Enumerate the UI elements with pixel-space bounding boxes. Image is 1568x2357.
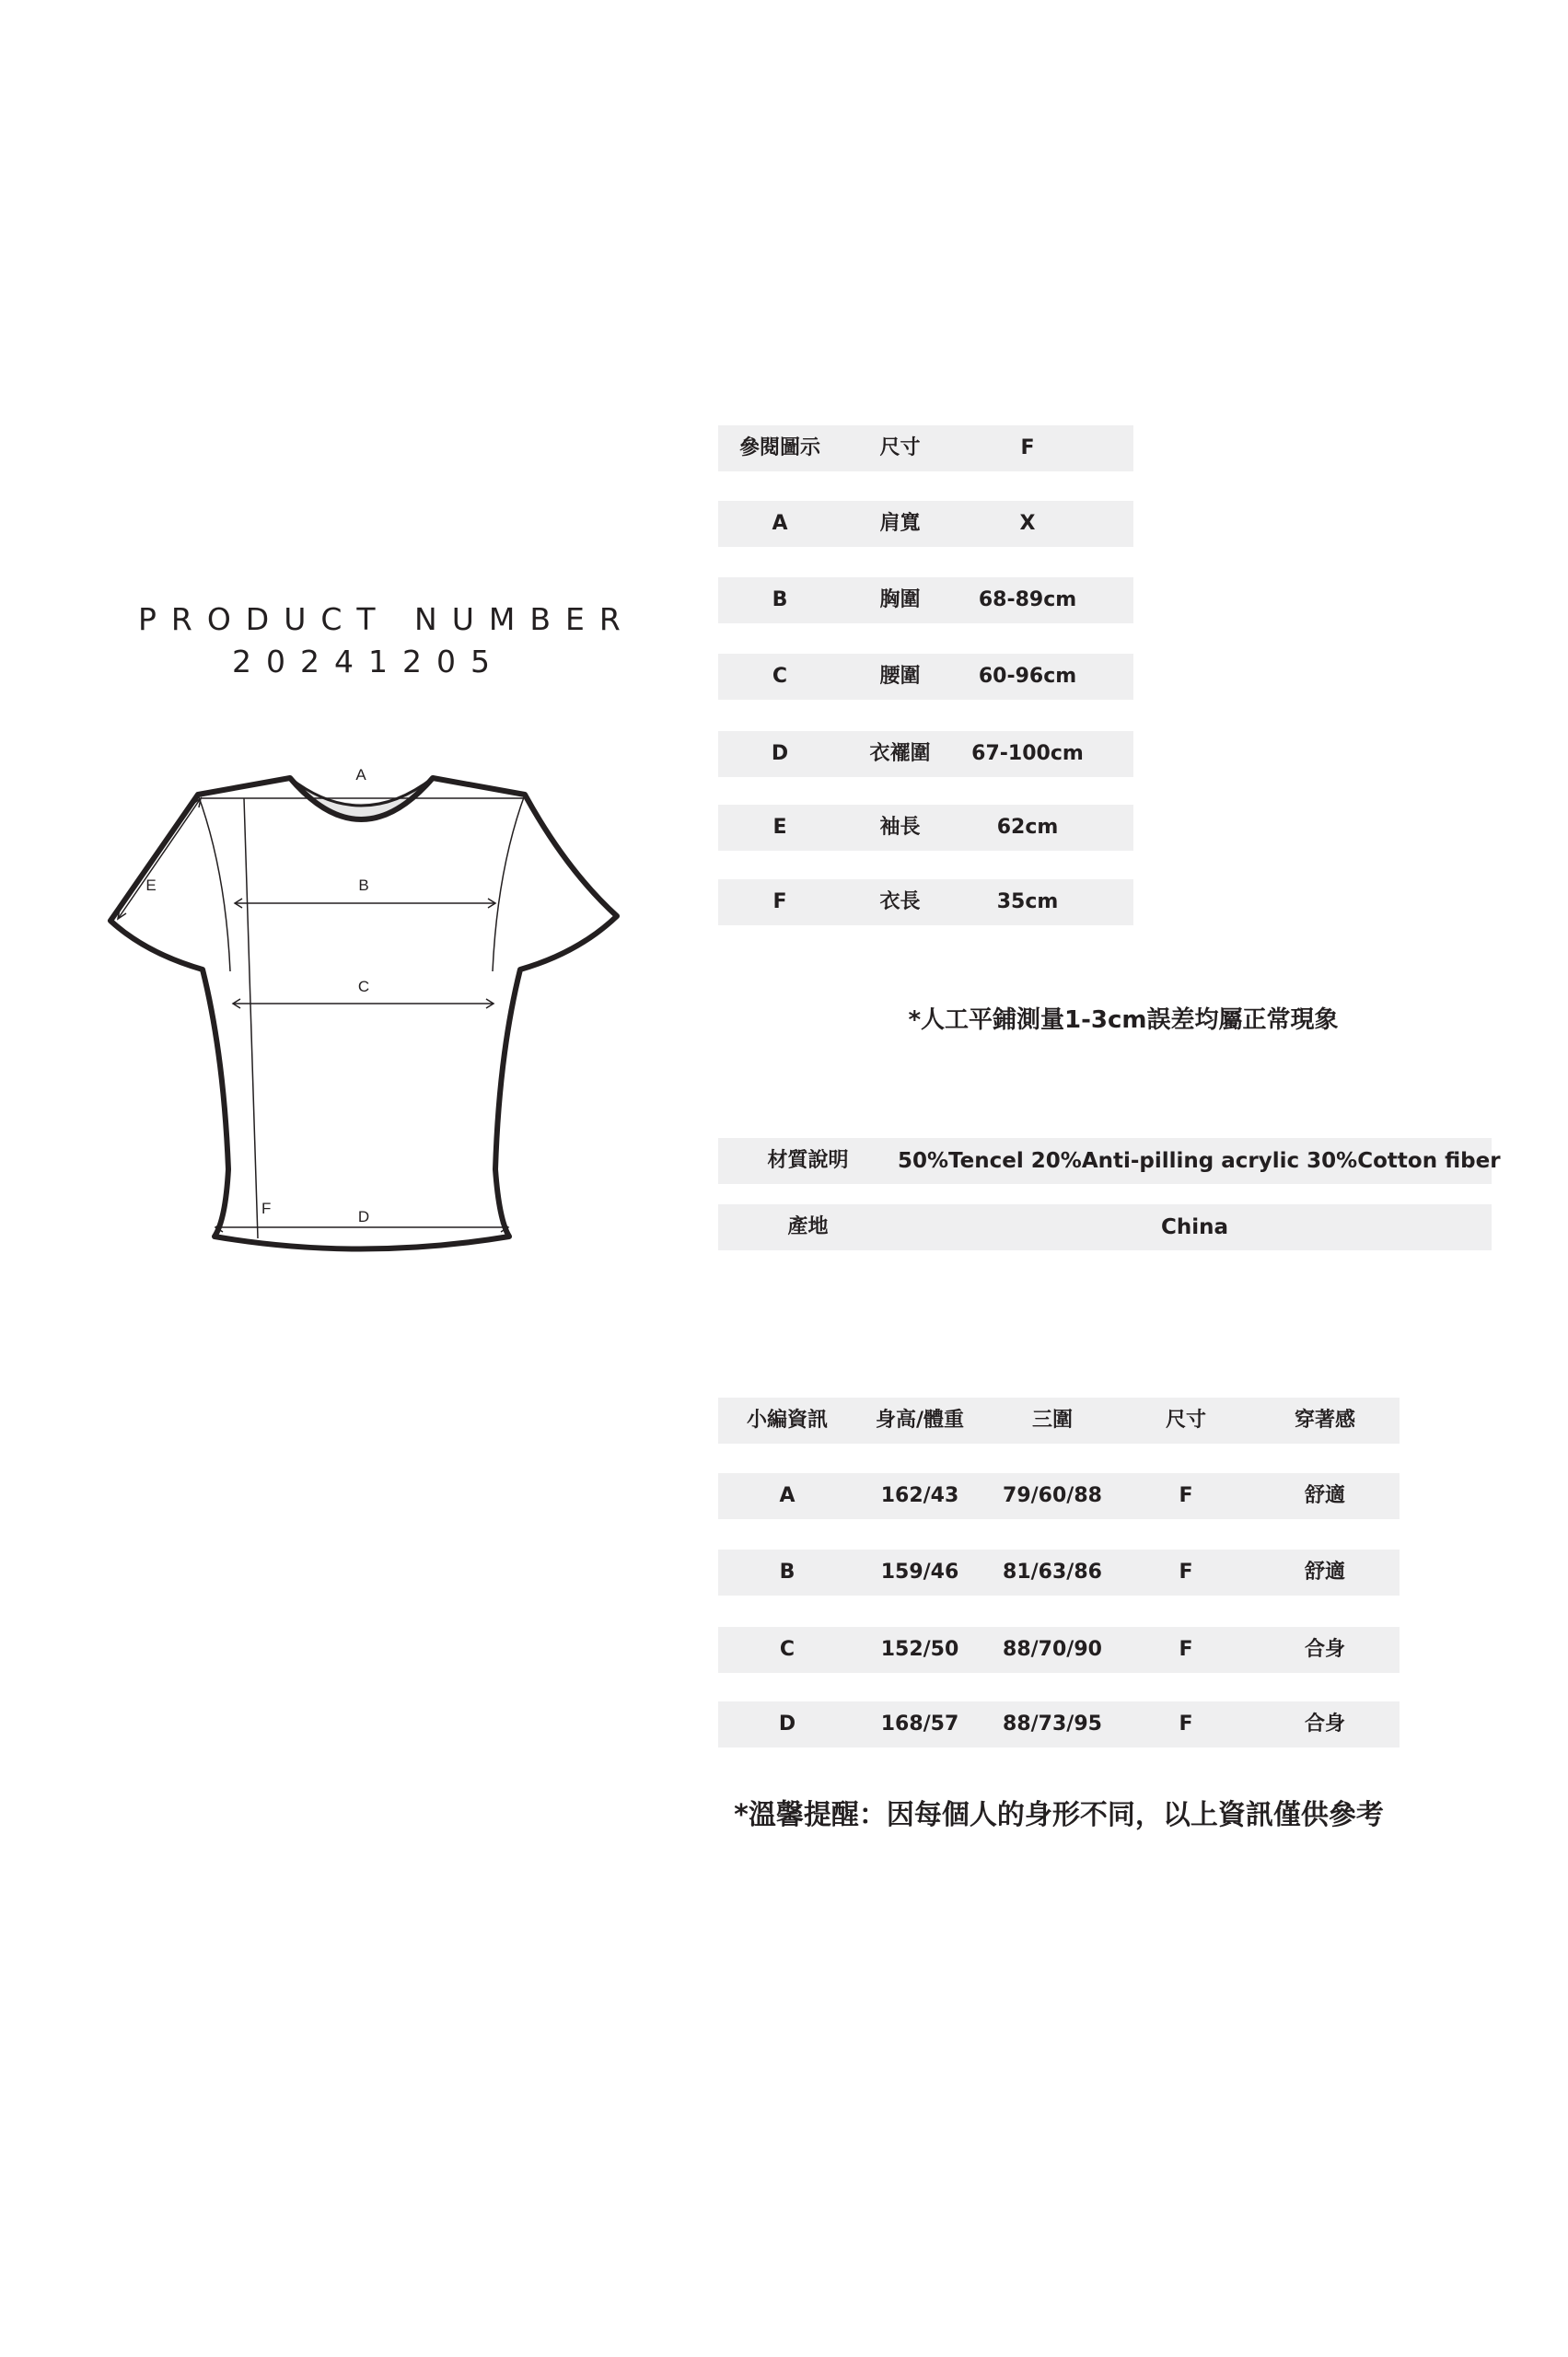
- table-row: [718, 501, 1133, 547]
- shirt-outline: [110, 778, 617, 1249]
- material-value: 50%Tencel 20%Anti-pilling acrylic 30%Cotton fiber: [898, 1149, 1501, 1173]
- product-number: 20241205: [232, 644, 505, 679]
- header-size: 尺寸: [879, 436, 921, 459]
- product-title-line1: PRODUCT NUMBER: [138, 601, 635, 637]
- measure-line-e: [118, 798, 201, 919]
- row-measure: 衣襬圍: [869, 742, 931, 765]
- table-row: [718, 1204, 1492, 1250]
- table-row: [718, 1473, 1400, 1519]
- table-row: [718, 577, 1133, 623]
- row-label: E: [772, 816, 787, 839]
- row-label: B: [772, 588, 788, 611]
- sleeve-seam-right: [493, 795, 525, 971]
- row-label: F: [772, 890, 787, 913]
- model-measurements: 79/60/88: [1003, 1484, 1102, 1507]
- model-measurements: 88/70/90: [1003, 1638, 1102, 1661]
- measure-line-f: [244, 798, 258, 1238]
- sleeve-seam-left: [198, 795, 230, 971]
- row-measure: 袖長: [879, 816, 921, 839]
- model-height-weight: 159/46: [880, 1561, 959, 1584]
- model-table-header: [718, 1398, 1400, 1444]
- row-label: A: [772, 512, 788, 535]
- measurement-note: *人工平鋪測量1-3cm誤差均屬正常現象: [908, 1006, 1339, 1034]
- model-height-weight: 162/43: [880, 1484, 959, 1507]
- row-value: X: [1019, 512, 1036, 535]
- row-measure: 衣長: [879, 890, 921, 913]
- row-label: C: [772, 665, 788, 688]
- header-reference: 參閱圖示: [738, 436, 820, 459]
- header-size: 尺寸: [1165, 1409, 1206, 1432]
- model-height-weight: 152/50: [880, 1638, 959, 1661]
- product-title: [138, 598, 635, 683]
- table-row: [718, 1138, 1501, 1184]
- size-table-header: [718, 425, 1133, 471]
- header-model: 小編資訊: [746, 1409, 828, 1432]
- origin-value: China: [1160, 1215, 1229, 1239]
- row-value: 68-89cm: [978, 588, 1077, 611]
- model-name: D: [778, 1713, 796, 1736]
- diagram-label-f: F: [261, 1200, 272, 1217]
- table-row: [718, 1550, 1400, 1596]
- table-row: [718, 654, 1133, 700]
- table-row: [718, 879, 1133, 925]
- table-row: [718, 805, 1133, 851]
- row-value: 67-100cm: [971, 742, 1084, 765]
- model-name: C: [779, 1638, 796, 1661]
- header-size-f: F: [1020, 436, 1035, 459]
- row-value: 35cm: [996, 890, 1059, 913]
- reminder-note: *溫馨提醒：因每個人的身形不同，以上資訊僅供參考: [734, 1799, 1384, 1831]
- diagram-label-b: B: [358, 877, 369, 894]
- model-fit: 合身: [1304, 1638, 1345, 1661]
- model-fit: 舒適: [1304, 1561, 1345, 1584]
- model-size: F: [1179, 1484, 1193, 1507]
- model-size: F: [1179, 1713, 1193, 1736]
- model-measurements: 81/63/86: [1003, 1561, 1102, 1584]
- table-row: [718, 731, 1133, 777]
- model-name: B: [779, 1561, 796, 1584]
- table-row: [718, 1627, 1400, 1673]
- header-height-weight: 身高/體重: [875, 1409, 965, 1432]
- row-measure: 腰圍: [879, 665, 921, 688]
- row-measure: 肩寬: [879, 512, 921, 535]
- model-measurements: 88/73/95: [1003, 1713, 1102, 1736]
- diagram-label-a: A: [355, 766, 366, 784]
- row-measure: 胸圍: [879, 588, 921, 611]
- row-value: 60-96cm: [978, 665, 1077, 688]
- diagram-label-d: D: [357, 1208, 370, 1225]
- row-value: 62cm: [996, 816, 1059, 839]
- model-size: F: [1179, 1638, 1193, 1661]
- model-size: F: [1179, 1561, 1193, 1584]
- model-height-weight: 168/57: [880, 1713, 959, 1736]
- model-fit: 合身: [1304, 1713, 1345, 1736]
- diagram-label-e: E: [145, 877, 157, 894]
- header-measurements: 三圍: [1031, 1409, 1073, 1432]
- diagram-label-c: C: [357, 978, 370, 995]
- header-fit: 穿著感: [1294, 1409, 1355, 1432]
- row-label: D: [771, 742, 789, 765]
- material-label: 材質說明: [767, 1149, 849, 1172]
- tshirt-measurement-diagram: [101, 760, 626, 1275]
- model-fit: 舒適: [1304, 1484, 1345, 1507]
- origin-label: 產地: [787, 1215, 829, 1238]
- model-name: A: [779, 1484, 796, 1507]
- table-row: [718, 1701, 1400, 1747]
